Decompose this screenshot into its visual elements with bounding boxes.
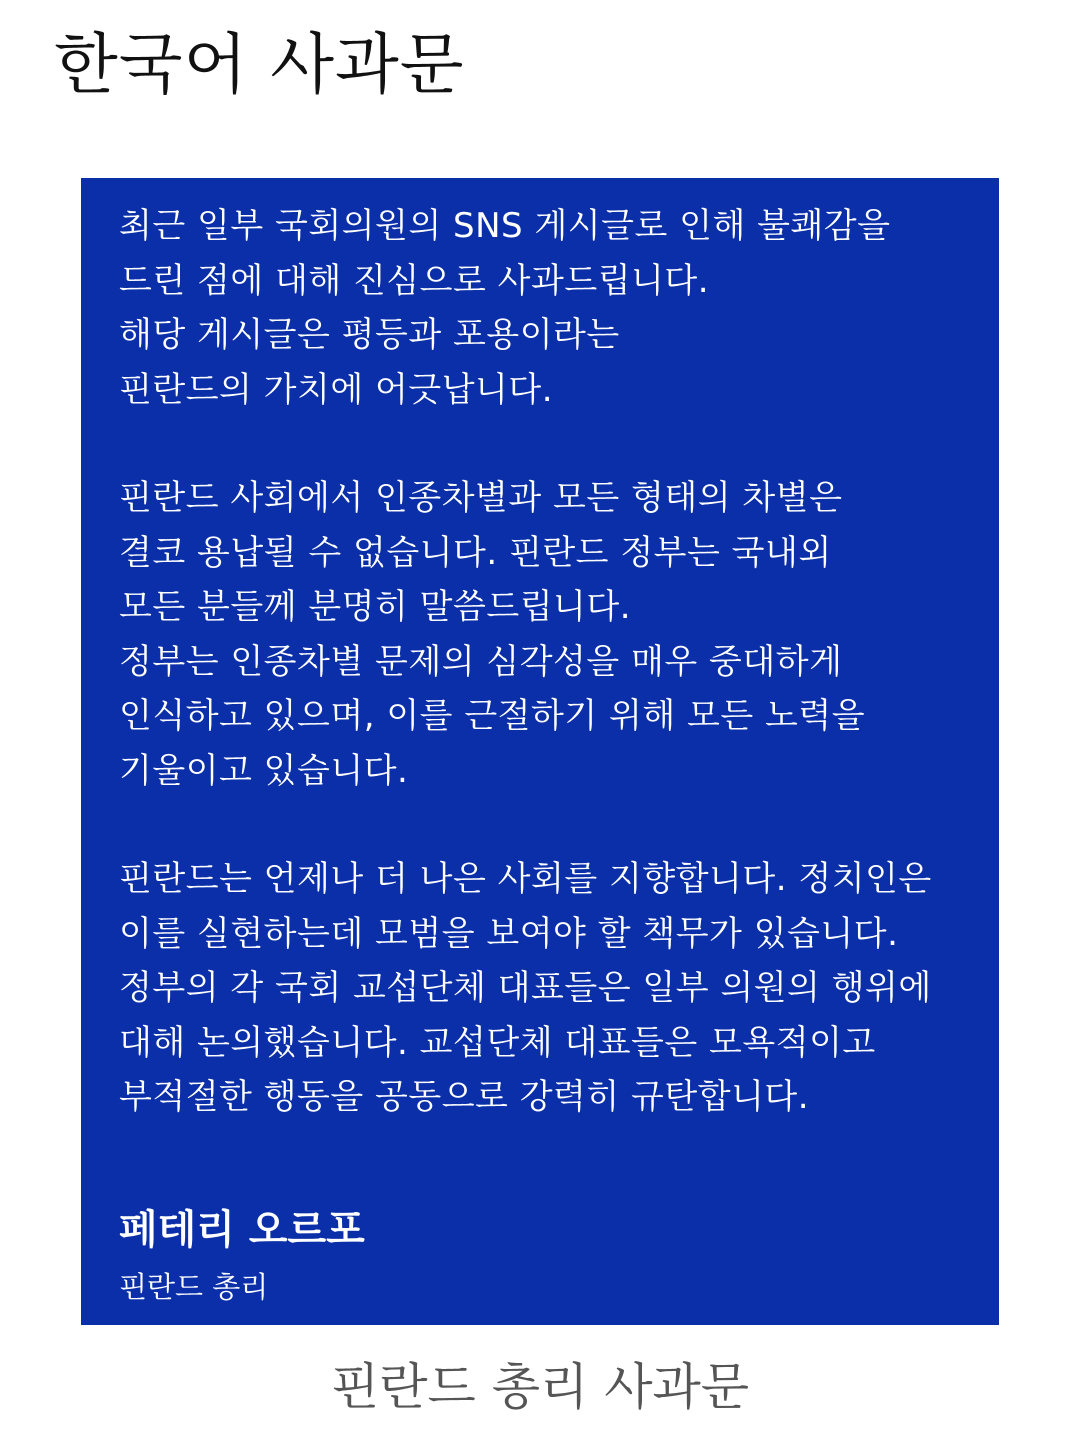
statement-line: 인식하고 있으며, 이를 근절하기 위해 모든 노력을: [119, 696, 866, 736]
statement-line: 정부의 각 국회 교섭단체 대표들은 일부 의원의 행위에: [119, 968, 932, 1008]
signer-role: 핀란드 총리: [119, 1270, 269, 1304]
signature-block: [119, 1204, 365, 1306]
statement-paragraph-3: [119, 852, 979, 1125]
statement-line: 기울이고 있습니다.: [119, 750, 409, 791]
statement-line: 모든 분들께 분명히 말씀드립니다.: [119, 587, 632, 627]
statement-line: 이를 실현하는데 모범을 보여야 할 책무가 있습니다.: [119, 913, 899, 954]
statement-line: 최근 일부 국회의원의 SNS 게시글로 인해 불쾌감을: [119, 206, 891, 246]
statement-line: 정부는 인종차별 문제의 심각성을 매우 중대하게: [119, 641, 843, 682]
statement-line: 드린 점에 대해 진심으로 사과드립니다.: [119, 260, 710, 301]
statement-line: 핀란드는 언제나 더 나은 사회를 지향합니다. 정치인은: [119, 859, 932, 899]
page-title: 한국어 사과문: [54, 26, 465, 103]
image-caption: 핀란드 총리 사과문: [330, 1358, 750, 1416]
signer-name: 페테리 오르포: [119, 1207, 365, 1253]
statement-line: 해당 게시글은 평등과 포용이라는: [119, 315, 620, 355]
statement-paragraph-1: [119, 199, 979, 417]
statement-paragraph-2: [119, 471, 979, 798]
apology-statement-card: [81, 178, 999, 1325]
statement-line: 결코 용납될 수 없습니다. 핀란드 정부는 국내외: [119, 532, 832, 573]
statement-line: 부적절한 행동을 공동으로 강력히 규탄합니다.: [119, 1077, 810, 1117]
statement-line: 핀란드의 가치에 어긋납니다.: [119, 369, 554, 410]
statement-line: 대해 논의했습니다. 교섭단체 대표들은 모욕적이고: [119, 1022, 876, 1063]
statement-line: 핀란드 사회에서 인종차별과 모든 형태의 차별은: [119, 478, 843, 518]
